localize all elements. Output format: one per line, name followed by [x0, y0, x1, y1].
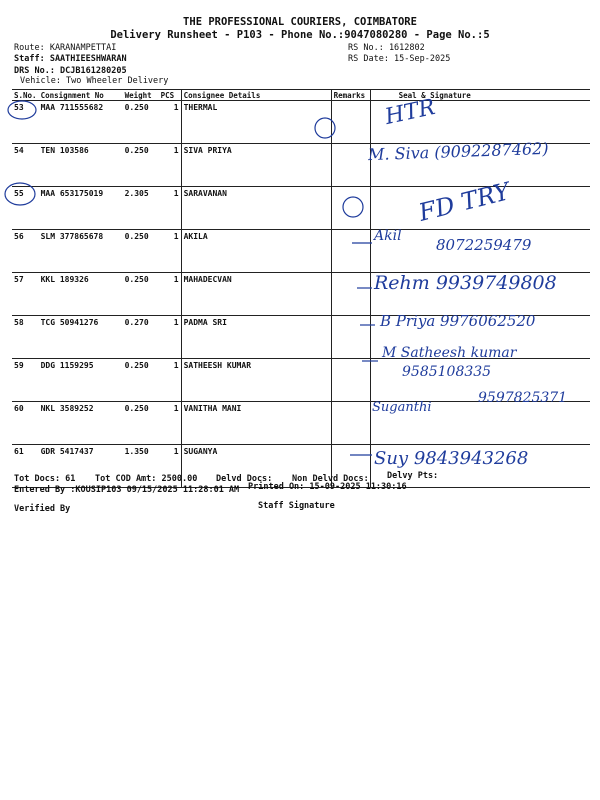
remark-mark-55: [343, 197, 363, 217]
cell-sno: 58: [12, 316, 39, 359]
cell-pcs: 1: [159, 187, 182, 230]
cell-consignment: MAA 653175019: [39, 187, 123, 230]
signature-58: B Priya 9976062520: [380, 312, 536, 330]
cell-pcs: 1: [159, 101, 182, 144]
total-docs: Tot Docs: 61: [14, 474, 76, 484]
cell-pcs: 1: [159, 316, 182, 359]
cell-consignee: PADMA SRI: [181, 316, 331, 359]
col-signature: Seal & Signature: [370, 90, 590, 101]
non-delivered-docs: Non Delvd Docs:: [292, 474, 369, 484]
cell-weight: 0.250: [123, 101, 159, 144]
circle-mark-53: [8, 101, 36, 119]
col-pcs: PCS: [159, 90, 182, 101]
runsheet-title: Delivery Runsheet - P103 - Phone No.:9047080280 - Page No.:5: [110, 29, 490, 41]
cell-weight: 0.250: [123, 144, 159, 187]
cell-consignment: SLM 377865678: [39, 230, 123, 273]
circle-mark-55: [5, 183, 35, 205]
col-sno: S.No.: [14, 90, 37, 100]
signature-56-phone: 8072259479: [436, 236, 532, 254]
signature-60-name: Suganthi: [372, 400, 432, 415]
cell-sno: 57: [12, 273, 39, 316]
signature-56-name: Akil: [374, 228, 402, 244]
company-name: THE PROFESSIONAL COURIERS, COIMBATORE: [183, 16, 417, 28]
cell-weight: 0.250: [123, 402, 159, 445]
cell-consignment: KKL 189326: [39, 273, 123, 316]
cell-weight: 0.270: [123, 316, 159, 359]
cell-sno: 61: [12, 445, 39, 488]
cell-consignee: SATHEESH KUMAR: [181, 359, 331, 402]
signature-54: M. Siva (9092287462): [367, 138, 549, 165]
cell-sno: 56: [12, 230, 39, 273]
cell-weight: 0.250: [123, 230, 159, 273]
signature-59-name: M Satheesh kumar: [382, 345, 517, 361]
signature-57: Rehm 9939749808: [374, 272, 557, 294]
col-weight: Weight: [123, 90, 159, 101]
cell-pcs: 1: [159, 359, 182, 402]
cell-consignee: THERMAL: [181, 101, 331, 144]
cell-consignment: MAA 711555682: [39, 101, 123, 144]
cell-weight: 1.350: [123, 445, 159, 488]
delivery-points: Delvy Pts:: [387, 471, 439, 481]
signature-53: HTR: [382, 95, 438, 130]
staff-signature: Staff Signature: [258, 501, 335, 511]
cell-pcs: 1: [159, 273, 182, 316]
cell-sno: 54: [12, 144, 39, 187]
col-consignment: Consignment No: [39, 90, 123, 101]
col-consignee: Consignee Details: [181, 90, 331, 101]
cell-sno: 55: [12, 187, 39, 230]
remark-mark-53: [315, 118, 335, 138]
cell-weight: 0.250: [123, 359, 159, 402]
cell-sno: 60: [12, 402, 39, 445]
verified-by: Verified By: [14, 504, 71, 514]
delivered-docs: Delvd Docs:: [216, 474, 273, 484]
staff-label: Staff: SAATHIEESHWARAN: [14, 54, 127, 64]
cell-pcs: 1: [159, 402, 182, 445]
entered-by: Entered By :KOUSIP103 09/15/2025 11:28:01 AM: [14, 485, 240, 495]
col-remarks: Remarks: [331, 90, 370, 101]
cell-consignment: GDR 5417437: [39, 445, 123, 488]
cell-weight: 0.250: [123, 273, 159, 316]
rs-number: RS No.: 1612802: [348, 43, 425, 53]
cell-sno: 53: [12, 101, 39, 144]
cell-consignment: TEN 103586: [39, 144, 123, 187]
cell-consignee: AKILA: [181, 230, 331, 273]
route-label: Route: KARANAMPETTAI: [14, 43, 117, 53]
cell-consignment: NKL 3589252: [39, 402, 123, 445]
cell-consignment: DDG 1159295: [39, 359, 123, 402]
cell-consignee: SIVA PRIYA: [181, 144, 331, 187]
signature-59-phone: 9585108335: [402, 364, 492, 380]
rs-date: RS Date: 15-Sep-2025: [348, 54, 451, 64]
drs-label: DRS No.: DCJB161280205: [14, 66, 127, 76]
signature-61: Suy 9843943268: [374, 448, 529, 469]
cell-consignee: MAHADECVAN: [181, 273, 331, 316]
cell-consignee: SUGANYA: [181, 445, 331, 488]
cell-consignee: VANITHA MANI: [181, 402, 331, 445]
signature-60-phone: 9597825371: [478, 390, 568, 406]
cell-consignment: TCG 50941276: [39, 316, 123, 359]
printed-on: Printed On: 15-09-2025 11:30:16: [248, 482, 407, 492]
cell-weight: 2.305: [123, 187, 159, 230]
cell-pcs: 1: [159, 144, 182, 187]
cell-sno: 59: [12, 359, 39, 402]
cell-pcs: 1: [159, 230, 182, 273]
vehicle-label: Vehicle: Two Wheeler Delivery: [20, 76, 169, 86]
cell-pcs: 1: [159, 445, 182, 488]
cell-consignee: SARAVANAN: [181, 187, 331, 230]
signature-55: FD TRY: [415, 177, 513, 227]
total-cod-amount: Tot COD Amt: 2500.00: [95, 474, 198, 484]
